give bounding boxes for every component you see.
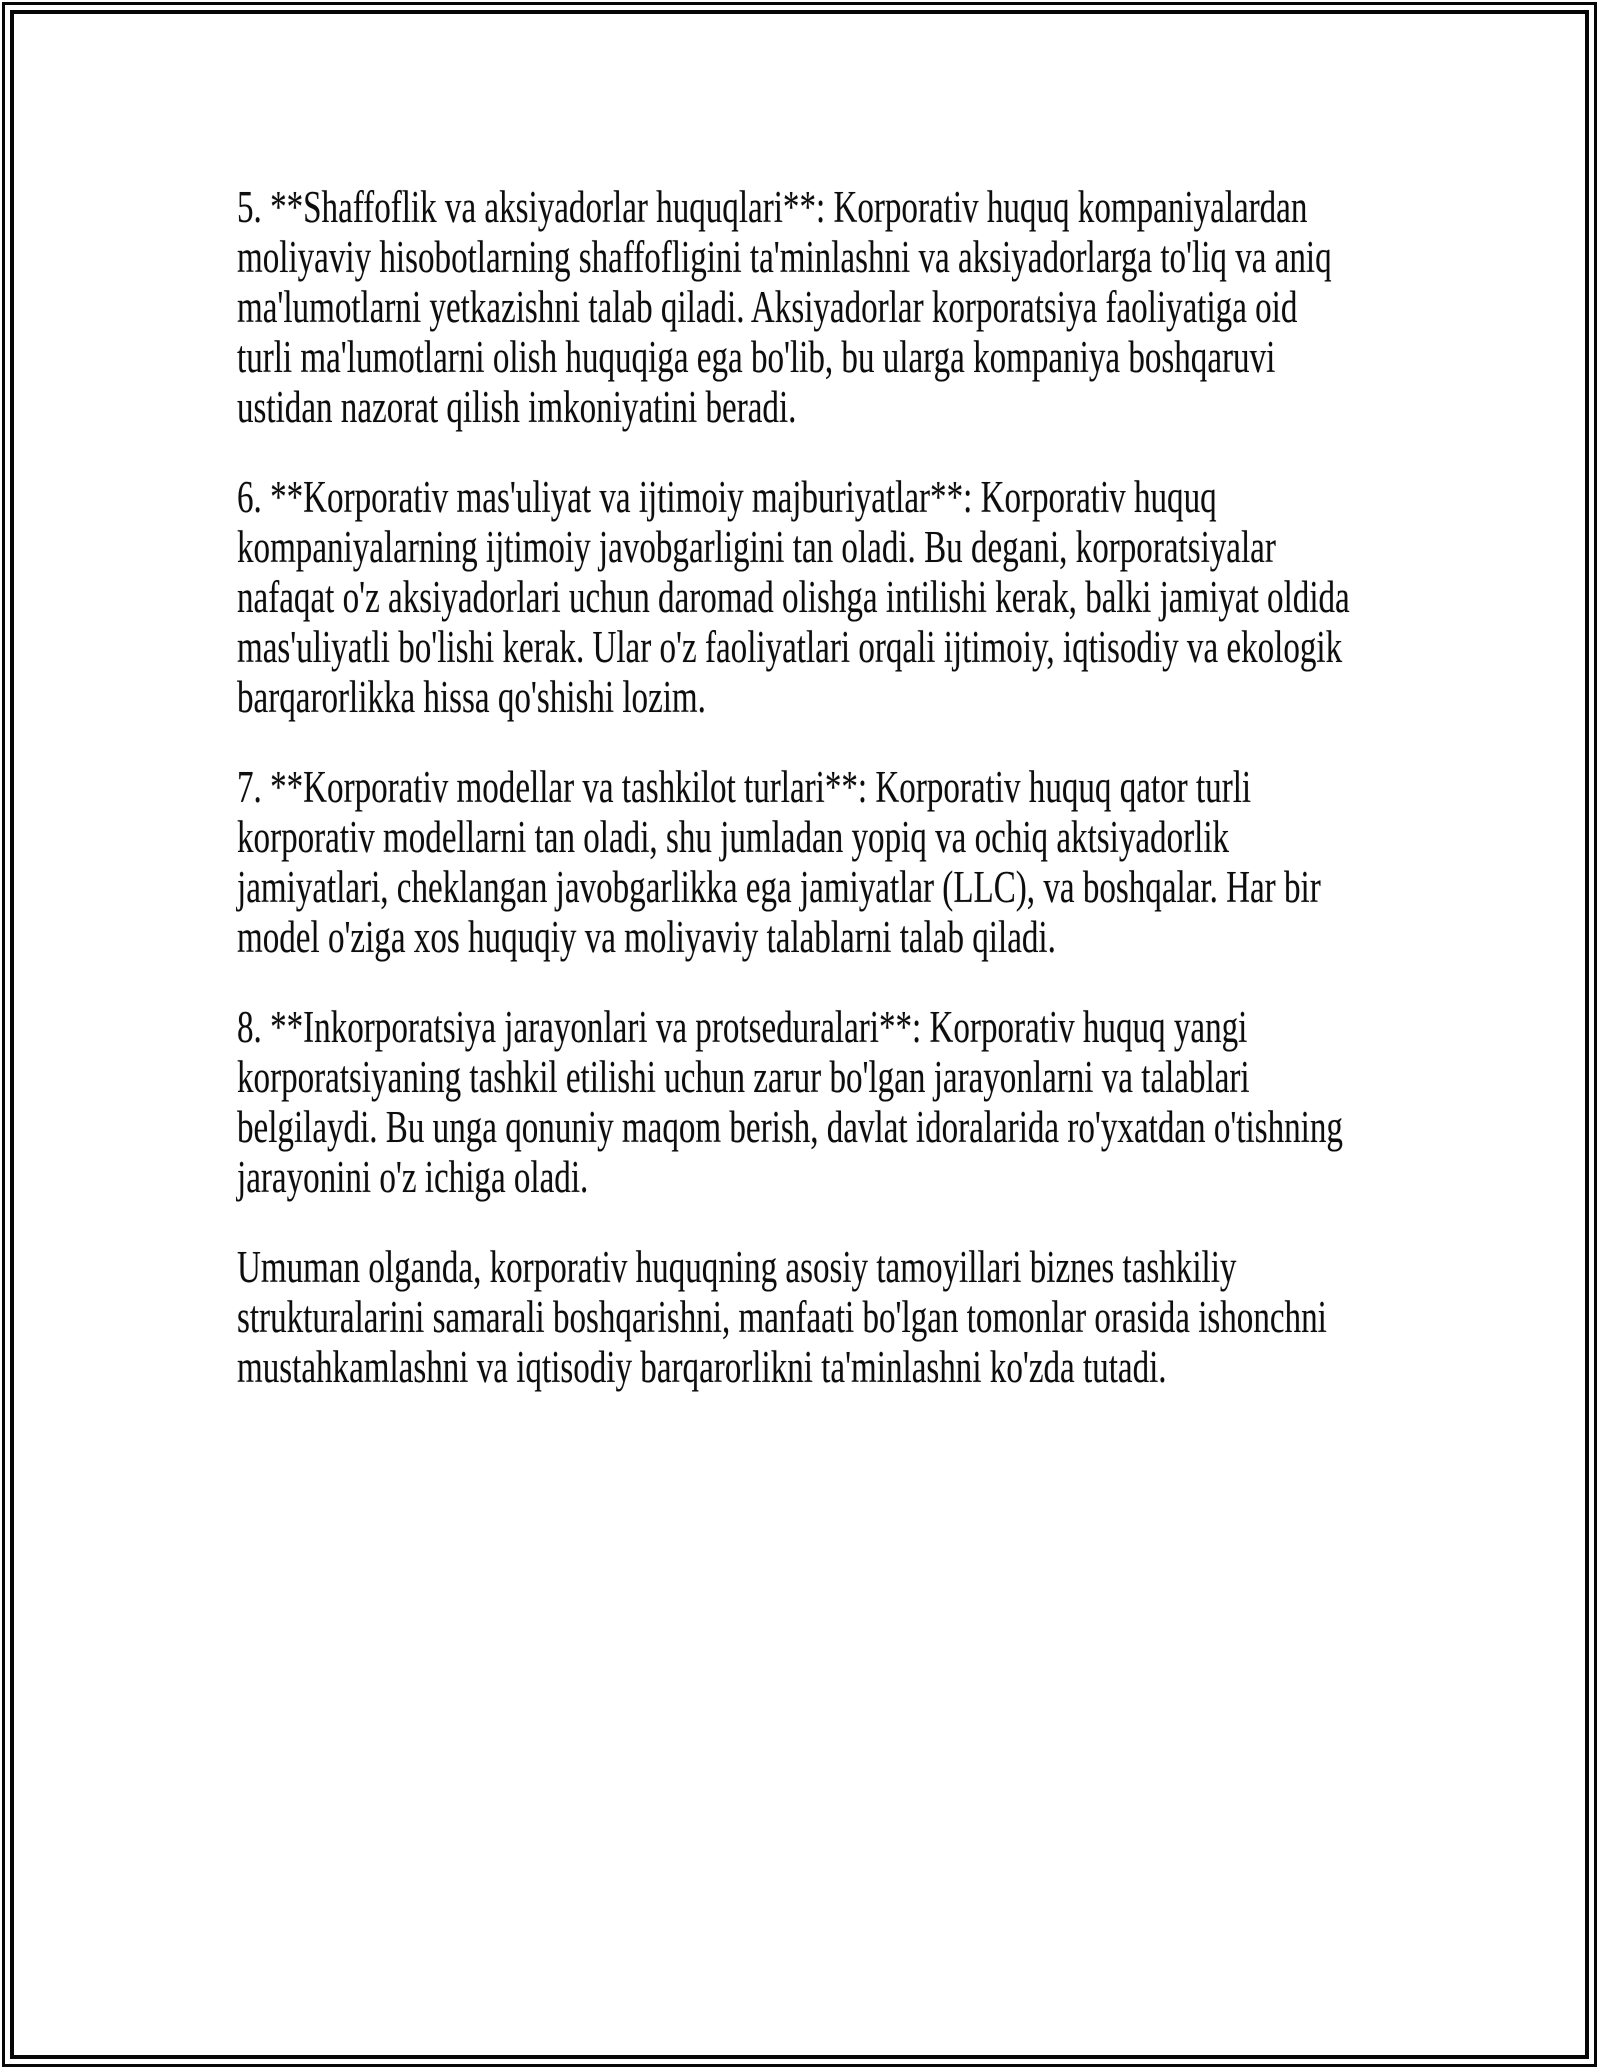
paragraph-shaffoflik: 5. **Shaffoflik va aksiyadorlar huquqlari**: Korporativ huquq kompaniyalardan moliyaviy hisobotlarning shaffofligini ta'minlashni va aksiyadorlarga to'liq va aniq ma'lumotlarni yetkazishni talab qiladi. Aksiyadorlar korporatsiya faoliyatiga oid turli ma'lumotlarni olish huquqiga ega bo'lib, bu ularga kompaniya boshqaruvi ustidan nazorat qilish imkoniyatini beradi. bbox=[237, 182, 1332, 432]
paragraph-umuman: Umuman olganda, korporativ huquqning asosiy tamoyillari biznes tashkiliy strukturalarini samarali boshqarishni, manfaati bo'lgan tomonlar orasida ishonchni mustahkamlashni va iqtisodiy barqarorlikni ta'minlashni ko'zda tutadi. bbox=[237, 1242, 1327, 1392]
document-text bbox=[237, 182, 1354, 1432]
paragraph-masuliyat: 6. **Korporativ mas'uliyat va ijtimoiy majburiyatlar**: Korporativ huquq kompaniyalarning ijtimoiy javobgarligini tan oladi. Bu degani, korporatsiyalar nafaqat o'z aksiyadorlari uchun daromad olishga intilishi kerak, balki jamiyat oldida mas'uliyatli bo'lishi kerak. Ular o'z faoliyatlari orqali ijtimoiy, iqtisodiy va ekologik barqarorlikka hissa qo'shishi lozim. bbox=[237, 472, 1350, 722]
paragraph-modellar: 7. **Korporativ modellar va tashkilot turlari**: Korporativ huquq qator turli korporativ modellarni tan oladi, shu jumladan yopiq va ochiq aktsiyadorlik jamiyatlari, cheklangan javobgarlikka ega jamiyatlar (LLC), va boshqalar. Har bir model o'ziga xos huquqiy va moliyaviy talablarni talab qiladi. bbox=[237, 762, 1321, 962]
paragraph-inkorporatsiya: 8. **Inkorporatsiya jarayonlari va protseduralari**: Korporativ huquq yangi korporatsiyaning tashkil etilishi uchun zarur bo'lgan jarayonlarni va talablari belgilaydi. Bu unga qonuniy maqom berish, davlat idoralarida ro'yxatdan o'tishning jarayonini o'z ichiga oladi. bbox=[237, 1002, 1343, 1202]
